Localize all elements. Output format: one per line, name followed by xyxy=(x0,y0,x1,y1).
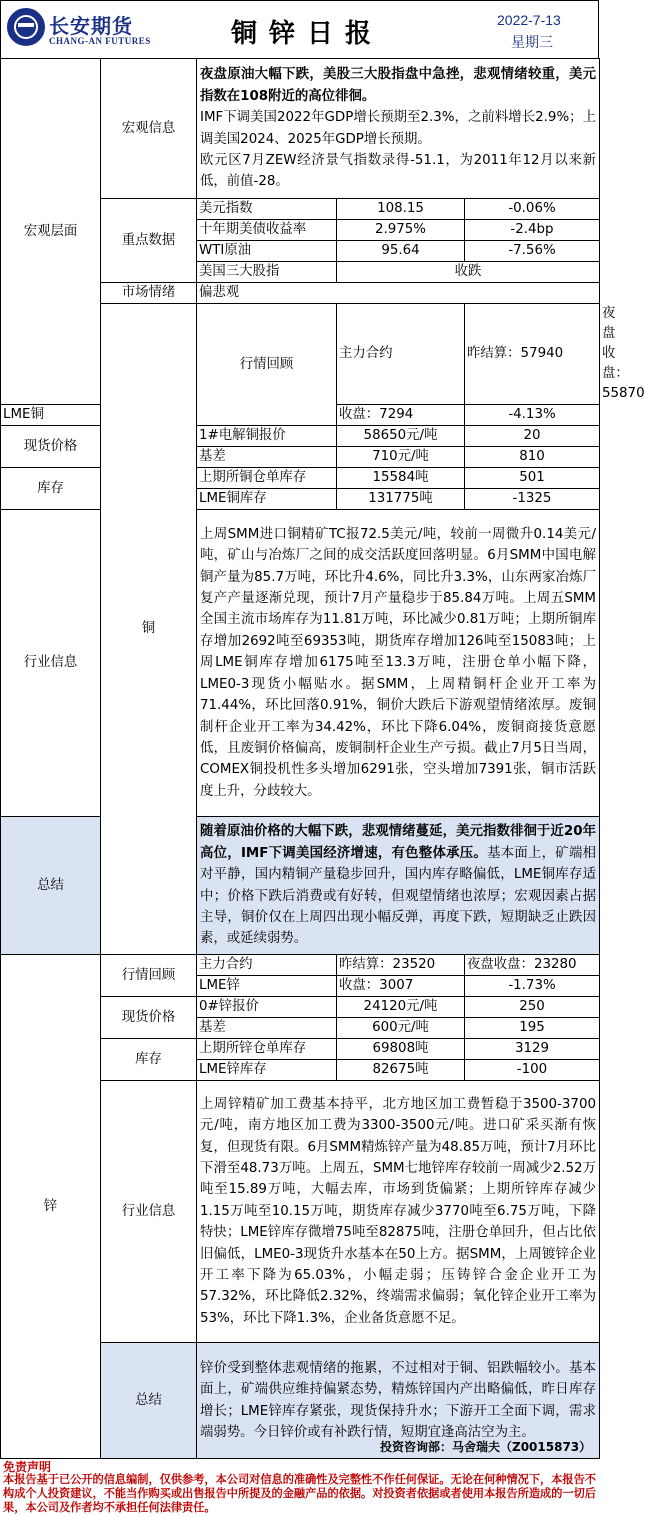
copper-lme-close: 收盘：7294 xyxy=(337,405,465,426)
key-data-name: 十年期美债收益率 xyxy=(197,220,337,241)
zinc-basis-change: 195 xyxy=(465,1018,600,1039)
key-data-change: -0.06% xyxy=(465,199,600,220)
zinc-lme-change: -1.73% xyxy=(465,976,600,997)
report-title: 铜锌日报 xyxy=(231,19,384,49)
zinc-lme-close: 收盘：3007 xyxy=(337,976,465,997)
zinc-lme-stock-change: -100 xyxy=(465,1060,600,1081)
report-date: 2022-7-13 xyxy=(497,12,561,28)
key-data-value: 2.975% xyxy=(337,220,465,241)
macro-info-headline: 夜盘原油大幅下跌，美股三大股指盘中急挫，悲观情绪较重，美元指数在108附近的高位徘徊。 xyxy=(200,67,596,104)
zinc-summary-label: 总结 xyxy=(101,1343,197,1459)
section-macro: 宏观层面 xyxy=(1,59,101,405)
brand-name-cn: 长安期货 xyxy=(49,14,133,38)
key-data-name: 美元指数 xyxy=(197,199,337,220)
brand-name-en: CHANG-AN FUTURES xyxy=(49,36,151,46)
copper-basis-value: 710元/吨 xyxy=(337,447,465,468)
copper-spot-label: 现货价格 xyxy=(1,426,101,468)
investment-advisor: 投资咨询部：马舍瑞夫（Z0015873） xyxy=(380,1440,592,1454)
copper-lme-name: LME铜 xyxy=(1,405,101,426)
report-weekday: 星期三 xyxy=(511,35,553,51)
section-copper: 铜 xyxy=(101,304,197,955)
copper-spot-name: 1#电解铜报价 xyxy=(197,426,337,447)
copper-basis-change: 810 xyxy=(465,447,600,468)
section-zinc: 锌 xyxy=(1,955,101,1459)
key-data-name: WTI原油 xyxy=(197,241,337,262)
zinc-night-close: 夜盘收盘：23280 xyxy=(465,955,600,976)
copper-settle: 昨结算：57940 xyxy=(465,304,600,405)
key-data-value: 95.64 xyxy=(337,241,465,262)
copper-lme-stock-change: -1325 xyxy=(465,489,600,510)
report-table: 宏观层面 宏观信息 夜盘原油大幅下跌，美股三大股指盘中急挫，悲观情绪较重，美元指数在108附近的高位徘徊。 IMF下调美国2022年GDP增长预期至2.3%，之前料增长2.9%；上调美国2024、2025年GDP增长预期。 欧元区7月ZEW经济景气指数录得-51.1，为2011年12月以来新低，前值-28。 重点数据 美元指数 108.15 -0.06% 十年期美债收益率 2.975% -2.4bp WTI原油 95.64 -7.56% 美国三大股指 收跌 市场情绪 偏悲观 铜 行情回顾 主力合约 昨结算：57940 夜盘收盘：55870 LME铜 收盘：7294 -4.13% 现货价格 1#电解铜报价 58650元/吨 20 基差 710元/吨 810 库存 上期所铜仓单库存 15584吨 501 LME铜库存 131775吨 -1325 行业信息 上周SMM进口铜精矿TC报72.5美元/吨，较前一周微升0.14美元/吨，矿山与冶炼厂之间的成交活跃度回落明显。6月SMM中国电解铜产量为85.7万吨，环比升4.6%，同比升3.3%，山东两家冶炼厂复产产量逐渐兑现，预计7月产量稳步于85.84万吨。上周五SMM全国主流市场库存为11.81万吨，环比减少0.81万吨；上期所铜库存增加2692吨至69353吨，期货库存增加126吨至15083吨；上周LME铜库存增加6175吨至13.3万吨，注册仓单小幅下降，LME0-3现货小幅贴水。据SMM，上周精铜杆企业开工率为71.44%，环比回落0.91%，铜价大跌后下游观望情绪浓厚。废铜制杆企业开工率为34.42%，环比下降6.04%，废铜商接货意愿低，且废铜价格偏高，废铜制杆企业生产亏损。截止7月5日当周，COMEX铜投机性多头增加6291张，空头增加7391张，铜市活跃度上升，分歧较大。 总结 随着原油价格的大幅下跌，悲观情绪蔓延，美元指数徘徊于近20年高位，IMF下调美国经济增速，有色整体承压。基本面上，矿端相对平静，国内精铜产量稳步回升，国内库存略偏低，LME铜库存适中；价格下跌后消费或有好转，但观望情绪也浓厚；宏观因素占据主导，铜价仅在上周四出现小幅反弹，再度下跌，短期缺乏止跌因素，或延续弱势。 锌 行情回顾 主力合约 昨结算：23520 夜盘收盘：23280 LME锌 收盘：3007 -1.73% 现货价格 0#锌报价 24120元/吨 250 基差 600元/吨 195 库存 上期所锌仓单库存 69808吨 3129 LME锌库存 82675吨 -100 行业信息 上周锌精矿加工费基本持平，北方地区加工费暂稳于3500-3700元/吨，南方地区加工费为3300-3500元/吨。进口矿采买渐有恢复，但现货有限。6月SMM精炼锌产量为48.85万吨，预计7月环比下滑至48.73万吨。上周五，SMM七地锌库存较前一周减少2.52万吨至15.89万吨，大幅去库，市场到货偏紧；上期所锌库存减少1.15万吨至10.15万吨，期货库存减少3770吨至6.75万吨，下降特快；LME锌库存微增75吨至82875吨，注册仓单回升，但占比依旧偏低，LME0-3现货升水基本在50上方。据SMM，上周镀锌企业开工率下降为65.03%，小幅走弱；压铸锌合金企业开工为57.32%，环比降低2.32%，终端需求偏弱；氧化锌企业开工率为53%，环比下降1.3%，企业备货意愿不足。 总结 锌价受到整体悲观情绪的拖累，不过相对于铜、铝跌幅较小。基本面上，矿端供应维持偏紧态势，精炼锌国内产出略偏低，昨日库存增长；LME锌库存紧张，现货保持升水；下游开工全面下调，需求端弱势。今日锌价或有补跌行情，短期宜逢高沽空为主。 xyxy=(0,58,600,1459)
copper-shfe-stock-name: 上期所铜仓单库存 xyxy=(197,468,337,489)
key-data-change: -2.4bp xyxy=(465,220,600,241)
macro-info-label: 宏观信息 xyxy=(101,59,197,199)
zinc-stock-label: 库存 xyxy=(101,1039,197,1081)
copper-summary-cell xyxy=(197,817,600,955)
copper-summary-label: 总结 xyxy=(1,817,101,955)
zinc-lme-name: LME锌 xyxy=(197,976,337,997)
zinc-spot-label: 现货价格 xyxy=(101,997,197,1039)
copper-summary-body: 基本面上，矿端相对平静，国内精铜产量稳步回升，国内库存略偏低，LME铜库存适中；价格下跌后消费或有好转，但观望情绪也浓厚；宏观因素占据主导，铜价仅在上周四出现小幅反弹，再度下跌，短期缺乏止跌因素，或延续弱势。 xyxy=(200,845,596,947)
macro-info-zew: 欧元区7月ZEW经济景气指数录得-51.1，为2011年12月以来新低，前值-28。 xyxy=(200,152,596,190)
zinc-industry-text: 上周锌精矿加工费基本持平，北方地区加工费暂稳于3500-3700元/吨，南方地区加工费为3300-3500元/吨。进口矿采买渐有恢复，但现货有限。6月SMM精炼锌产量为48.85万吨，预计7月环比下滑至48.73万吨。上周五，SMM七地锌库存较前一周减少2.52万吨至15.89万吨，大幅去库，市场到货偏紧；上期所锌库存减少1.15万吨至10.15万吨，期货库存减少3770吨至6.75万吨，下降特快；LME锌库存微增75吨至82875吨，注册仓单回升，但占比依旧偏低，LME0-3现货升水基本在50上方。据SMM，上周镀锌企业开工率下降为65.03%，小幅走弱；压铸锌合金企业开工为57.32%，环比降低2.32%，终端需求偏弱；氧化锌企业开工率为53%，环比下降1.3%，企业备货意愿不足。 xyxy=(197,1081,600,1343)
zinc-lme-stock-value: 82675吨 xyxy=(337,1060,465,1081)
company-logo-icon xyxy=(7,8,45,46)
macro-info-cell xyxy=(197,59,600,199)
copper-spot-price: 58650元/吨 xyxy=(337,426,465,447)
key-data-value: 108.15 xyxy=(337,199,465,220)
copper-shfe-stock-value: 15584吨 xyxy=(337,468,465,489)
macro-info-imf: IMF下调美国2022年GDP增长预期至2.3%，之前料增长2.9%；上调美国2024、2025年GDP增长预期。 xyxy=(200,110,596,147)
zinc-spot-change: 250 xyxy=(465,997,600,1018)
zinc-summary-text: 锌价受到整体悲观情绪的拖累，不过相对于铜、铝跌幅较小。基本面上，矿端供应维持偏紧态势，精炼锌国内产出略偏低，昨日库存增长；LME锌库存紧张，现货保持升水；下游开工全面下调，需求端弱势。今日锌价或有补跌行情，短期宜逢高沽空为主。 xyxy=(197,1343,600,1459)
copper-stock-label: 库存 xyxy=(1,468,101,510)
copper-industry-text: 上周SMM进口铜精矿TC报72.5美元/吨，较前一周微升0.14美元/吨，矿山与冶炼厂之间的成交活跃度回落明显。6月SMM中国电解铜产量为85.7万吨，环比升4.6%，同比升3.3%，山东两家冶炼厂复产产量逐渐兑现，预计7月产量稳步于85.84万吨。上周五SMM全国主流市场库存为11.81万吨，环比减少0.81万吨；上期所铜库存增加2692吨至69353吨，期货库存增加126吨至15083吨；上周LME铜库存增加6175吨至13.3万吨，注册仓单小幅下降，LME0-3现货小幅贴水。据SMM，上周精铜杆企业开工率为71.44%，环比回落0.91%，铜价大跌后下游观望情绪浓厚。废铜制杆企业开工率为34.42%，环比下降6.04%，废铜商接货意愿低，且废铜价格偏高，废铜制杆企业生产亏损。截止7月5日当周，COMEX铜投机性多头增加6291张，空头增加7391张，铜市活跃度上升，分歧较大。 xyxy=(197,510,600,817)
zinc-industry-label: 行业信息 xyxy=(101,1081,197,1343)
zinc-lme-stock-name: LME锌库存 xyxy=(197,1060,337,1081)
zinc-spot-name: 0#锌报价 xyxy=(197,997,337,1018)
us-stocks-name: 美国三大股指 xyxy=(197,262,337,283)
zinc-shfe-stock-name: 上期所锌仓单库存 xyxy=(197,1039,337,1060)
copper-spot-change: 20 xyxy=(465,426,600,447)
disclaimer-title: 免责声明 xyxy=(3,1460,52,1474)
zinc-settle: 昨结算：23520 xyxy=(337,955,465,976)
copper-shfe-stock-change: 501 xyxy=(465,468,600,489)
macro-key-data-label: 重点数据 xyxy=(101,199,197,283)
sentiment-value: 偏悲观 xyxy=(197,283,600,304)
copper-main-contract: 主力合约 xyxy=(337,304,465,405)
zinc-main-contract: 主力合约 xyxy=(197,955,337,976)
copper-lme-stock-name: LME铜库存 xyxy=(197,489,337,510)
disclaimer-body: 本报告基于已公开的信息编制，仅供参考，本公司对信息的准确性及完整性不作任何保证。无论在何种情况下，本报告不构成个人投资建议，不能当作购买或出售报告中所提及的金融产品的依据。对投资者依据或者使用本报告所造成的一切后果，本公司及作者均不承担任何法律责任。 xyxy=(3,1473,596,1514)
key-data-change: -7.56% xyxy=(465,241,600,262)
copper-lme-change: -4.13% xyxy=(465,405,600,426)
report-header xyxy=(0,0,599,58)
zinc-shfe-stock-change: 3129 xyxy=(465,1039,600,1060)
copper-summary-headline: 随着原油价格的大幅下跌，悲观情绪蔓延，美元指数徘徊于近20年高位，IMF下调美国经济增速，有色整体承压。 xyxy=(200,824,596,861)
copper-lme-stock-value: 131775吨 xyxy=(337,489,465,510)
zinc-shfe-stock-value: 69808吨 xyxy=(337,1039,465,1060)
copper-basis-name: 基差 xyxy=(197,447,337,468)
zinc-spot-price: 24120元/吨 xyxy=(337,997,465,1018)
zinc-market-label: 行情回顾 xyxy=(101,955,197,997)
copper-industry-label: 行业信息 xyxy=(1,510,101,817)
zinc-basis-name: 基差 xyxy=(197,1018,337,1039)
zinc-basis-value: 600元/吨 xyxy=(337,1018,465,1039)
copper-market-label: 行情回顾 xyxy=(197,304,337,426)
sentiment-label: 市场情绪 xyxy=(101,283,197,304)
us-stocks-value: 收跌 xyxy=(337,262,600,283)
